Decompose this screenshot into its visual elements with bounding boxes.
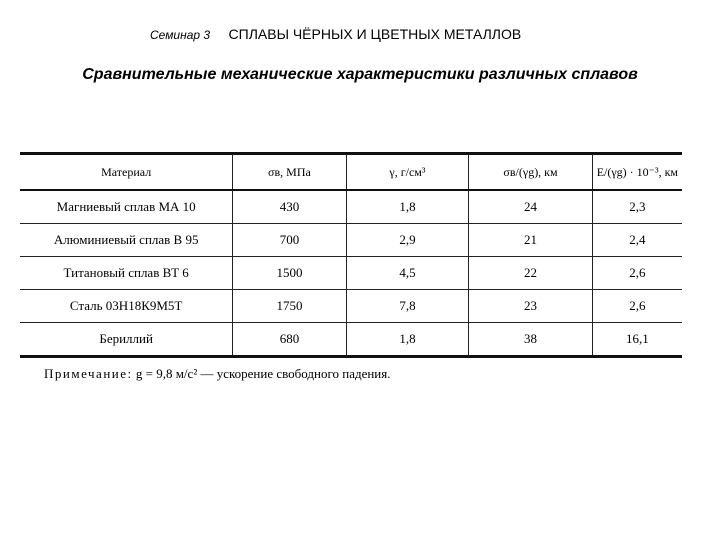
- cell-specific-strength: 24: [469, 190, 592, 224]
- table-header-row: [20, 154, 682, 191]
- cell-specific-stiffness: 2,3: [592, 190, 682, 224]
- alloy-properties-table: [20, 152, 682, 358]
- cell-material: Сталь 03Н18К9М5Т: [20, 290, 233, 323]
- cell-strength: 1500: [233, 257, 346, 290]
- cell-strength: 1750: [233, 290, 346, 323]
- cell-specific-stiffness: 2,6: [592, 290, 682, 323]
- cell-density: 4,5: [346, 257, 469, 290]
- cell-density: 7,8: [346, 290, 469, 323]
- column-header-specific-stiffness: E/(γg) · 10⁻³, км: [592, 154, 682, 191]
- seminar-label: Семинар 3: [150, 28, 211, 42]
- table-row: [20, 290, 682, 323]
- cell-strength: 680: [233, 323, 346, 357]
- page-title: Сравнительные механические характеристики различных сплавов: [82, 66, 638, 83]
- column-header-density: γ, г/см³: [346, 154, 469, 191]
- table-row: [20, 224, 682, 257]
- footnote-text: g = 9,8 м/с² — ускорение свободного падения.: [135, 366, 391, 381]
- table-row: [20, 323, 682, 357]
- footnote: [44, 366, 391, 382]
- cell-material: Титановый сплав ВТ 6: [20, 257, 233, 290]
- table-row: [20, 190, 682, 224]
- cell-specific-strength: 23: [469, 290, 592, 323]
- cell-material: Магниевый сплав МА 10: [20, 190, 233, 224]
- header-title: СПЛАВЫ ЧЁРНЫХ И ЦВЕТНЫХ МЕТАЛЛОВ: [228, 26, 522, 42]
- cell-specific-strength: 22: [469, 257, 592, 290]
- cell-material: Бериллий: [20, 323, 233, 357]
- cell-specific-strength: 38: [469, 323, 592, 357]
- cell-specific-stiffness: 16,1: [592, 323, 682, 357]
- cell-specific-strength: 21: [469, 224, 592, 257]
- cell-strength: 430: [233, 190, 346, 224]
- cell-density: 1,8: [346, 323, 469, 357]
- cell-density: 2,9: [346, 224, 469, 257]
- cell-specific-stiffness: 2,4: [592, 224, 682, 257]
- column-header-strength: σв, МПа: [233, 154, 346, 191]
- column-header-material: Материал: [20, 154, 233, 191]
- footnote-label: Примечание:: [44, 366, 133, 381]
- cell-specific-stiffness: 2,6: [592, 257, 682, 290]
- cell-density: 1,8: [346, 190, 469, 224]
- column-header-specific-strength: σв/(γg), км: [469, 154, 592, 191]
- cell-strength: 700: [233, 224, 346, 257]
- table-row: [20, 257, 682, 290]
- cell-material: Алюминиевый сплав В 95: [20, 224, 233, 257]
- slide-header: [150, 26, 521, 44]
